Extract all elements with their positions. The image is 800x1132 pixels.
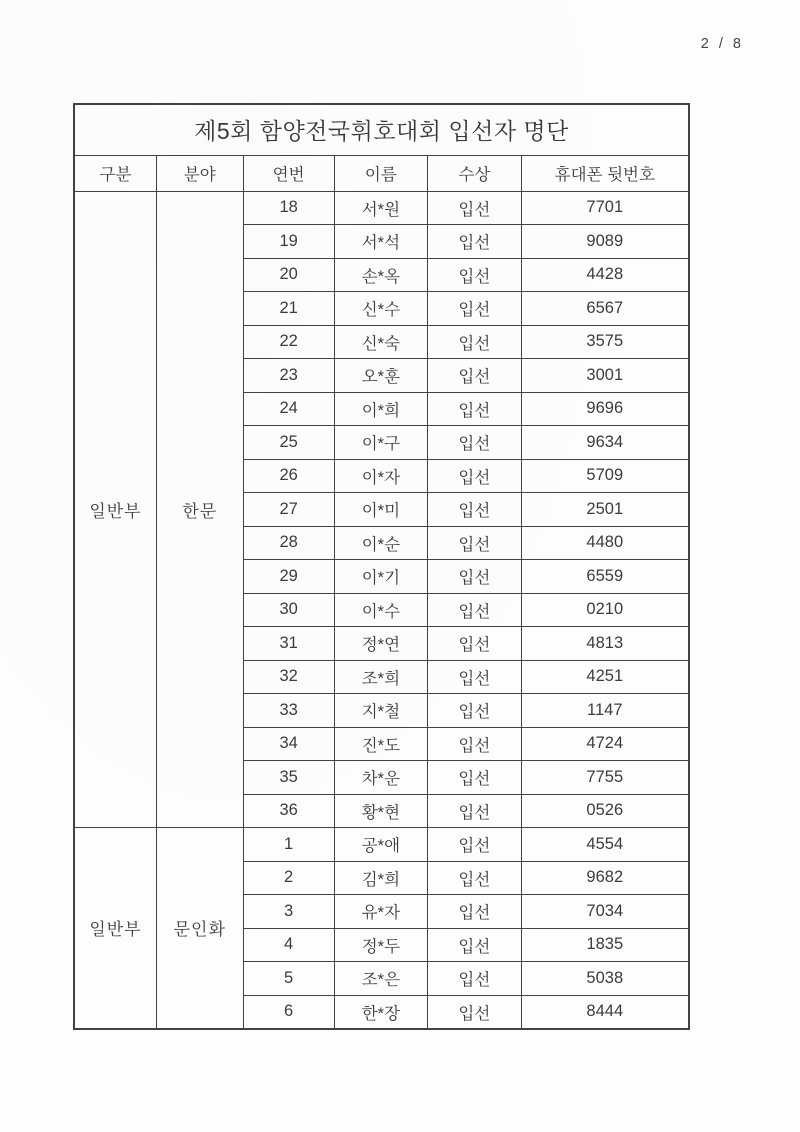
- award-cell: 입선: [428, 292, 521, 326]
- award-cell: 입선: [428, 995, 521, 1029]
- phone-cell: 9696: [521, 392, 689, 426]
- name-cell: 조*희: [334, 660, 427, 694]
- table-title: 제5회 함양전국휘호대회 입선자 명단: [74, 104, 689, 155]
- award-cell: 입선: [428, 761, 521, 795]
- name-cell: 진*도: [334, 727, 427, 761]
- winners-table: [73, 103, 690, 1030]
- award-cell: 입선: [428, 426, 521, 460]
- serial-cell: 21: [243, 292, 334, 326]
- phone-cell: 0210: [521, 593, 689, 627]
- name-cell: 서*석: [334, 225, 427, 259]
- name-cell: 이*순: [334, 526, 427, 560]
- phone-cell: 9682: [521, 861, 689, 895]
- award-cell: 입선: [428, 459, 521, 493]
- division-cell: 일반부: [74, 828, 156, 1029]
- name-cell: 한*장: [334, 995, 427, 1029]
- page-number: 2 / 8: [700, 36, 744, 52]
- phone-cell: 3001: [521, 359, 689, 393]
- name-cell: 신*수: [334, 292, 427, 326]
- serial-cell: 30: [243, 593, 334, 627]
- phone-cell: 1147: [521, 694, 689, 728]
- serial-cell: 18: [243, 191, 334, 225]
- serial-cell: 24: [243, 392, 334, 426]
- header-row: [74, 155, 689, 191]
- name-cell: 공*애: [334, 828, 427, 862]
- col-header-serial: 연번: [243, 155, 334, 191]
- serial-cell: 26: [243, 459, 334, 493]
- award-cell: 입선: [428, 325, 521, 359]
- name-cell: 신*숙: [334, 325, 427, 359]
- award-cell: 입선: [428, 895, 521, 929]
- name-cell: 이*수: [334, 593, 427, 627]
- col-header-division: 구분: [74, 155, 156, 191]
- field-cell: 문인화: [156, 828, 243, 1029]
- phone-cell: 0526: [521, 794, 689, 828]
- col-header-name: 이름: [334, 155, 427, 191]
- phone-cell: 8444: [521, 995, 689, 1029]
- award-cell: 입선: [428, 526, 521, 560]
- phone-cell: 2501: [521, 493, 689, 527]
- col-header-award: 수상: [428, 155, 521, 191]
- phone-cell: 4480: [521, 526, 689, 560]
- serial-cell: 36: [243, 794, 334, 828]
- serial-cell: 31: [243, 627, 334, 661]
- award-cell: 입선: [428, 392, 521, 426]
- phone-cell: 3575: [521, 325, 689, 359]
- serial-cell: 3: [243, 895, 334, 929]
- name-cell: 유*자: [334, 895, 427, 929]
- name-cell: 이*미: [334, 493, 427, 527]
- serial-cell: 4: [243, 928, 334, 962]
- phone-cell: 9634: [521, 426, 689, 460]
- serial-cell: 6: [243, 995, 334, 1029]
- award-cell: 입선: [428, 493, 521, 527]
- award-cell: 입선: [428, 225, 521, 259]
- phone-cell: 7755: [521, 761, 689, 795]
- serial-cell: 5: [243, 962, 334, 996]
- table-body: [74, 191, 689, 1029]
- phone-cell: 1835: [521, 928, 689, 962]
- col-header-field: 분야: [156, 155, 243, 191]
- phone-cell: 5709: [521, 459, 689, 493]
- award-cell: 입선: [428, 694, 521, 728]
- phone-cell: 7701: [521, 191, 689, 225]
- phone-cell: 6567: [521, 292, 689, 326]
- name-cell: 김*희: [334, 861, 427, 895]
- serial-cell: 29: [243, 560, 334, 594]
- name-cell: 황*현: [334, 794, 427, 828]
- name-cell: 이*구: [334, 426, 427, 460]
- award-cell: 입선: [428, 359, 521, 393]
- award-cell: 입선: [428, 794, 521, 828]
- serial-cell: 22: [243, 325, 334, 359]
- serial-cell: 35: [243, 761, 334, 795]
- name-cell: 서*원: [334, 191, 427, 225]
- name-cell: 이*희: [334, 392, 427, 426]
- award-cell: 입선: [428, 191, 521, 225]
- table-row: [74, 191, 689, 225]
- serial-cell: 2: [243, 861, 334, 895]
- award-cell: 입선: [428, 828, 521, 862]
- award-cell: 입선: [428, 593, 521, 627]
- award-cell: 입선: [428, 560, 521, 594]
- division-cell: 일반부: [74, 191, 156, 828]
- award-cell: 입선: [428, 928, 521, 962]
- phone-cell: 4813: [521, 627, 689, 661]
- serial-cell: 34: [243, 727, 334, 761]
- phone-cell: 5038: [521, 962, 689, 996]
- award-cell: 입선: [428, 627, 521, 661]
- phone-cell: 4428: [521, 258, 689, 292]
- title-row: [74, 104, 689, 155]
- name-cell: 조*은: [334, 962, 427, 996]
- phone-cell: 4724: [521, 727, 689, 761]
- name-cell: 정*두: [334, 928, 427, 962]
- award-cell: 입선: [428, 861, 521, 895]
- phone-cell: 9089: [521, 225, 689, 259]
- table-row: [74, 828, 689, 862]
- serial-cell: 1: [243, 828, 334, 862]
- serial-cell: 25: [243, 426, 334, 460]
- name-cell: 이*자: [334, 459, 427, 493]
- name-cell: 차*운: [334, 761, 427, 795]
- name-cell: 오*훈: [334, 359, 427, 393]
- serial-cell: 33: [243, 694, 334, 728]
- phone-cell: 6559: [521, 560, 689, 594]
- phone-cell: 4554: [521, 828, 689, 862]
- name-cell: 이*기: [334, 560, 427, 594]
- serial-cell: 20: [243, 258, 334, 292]
- award-cell: 입선: [428, 258, 521, 292]
- serial-cell: 27: [243, 493, 334, 527]
- serial-cell: 32: [243, 660, 334, 694]
- col-header-phone: 휴대폰 뒷번호: [521, 155, 689, 191]
- name-cell: 손*옥: [334, 258, 427, 292]
- name-cell: 정*연: [334, 627, 427, 661]
- award-cell: 입선: [428, 727, 521, 761]
- phone-cell: 7034: [521, 895, 689, 929]
- award-cell: 입선: [428, 660, 521, 694]
- serial-cell: 19: [243, 225, 334, 259]
- field-cell: 한문: [156, 191, 243, 828]
- name-cell: 지*철: [334, 694, 427, 728]
- serial-cell: 28: [243, 526, 334, 560]
- serial-cell: 23: [243, 359, 334, 393]
- award-cell: 입선: [428, 962, 521, 996]
- phone-cell: 4251: [521, 660, 689, 694]
